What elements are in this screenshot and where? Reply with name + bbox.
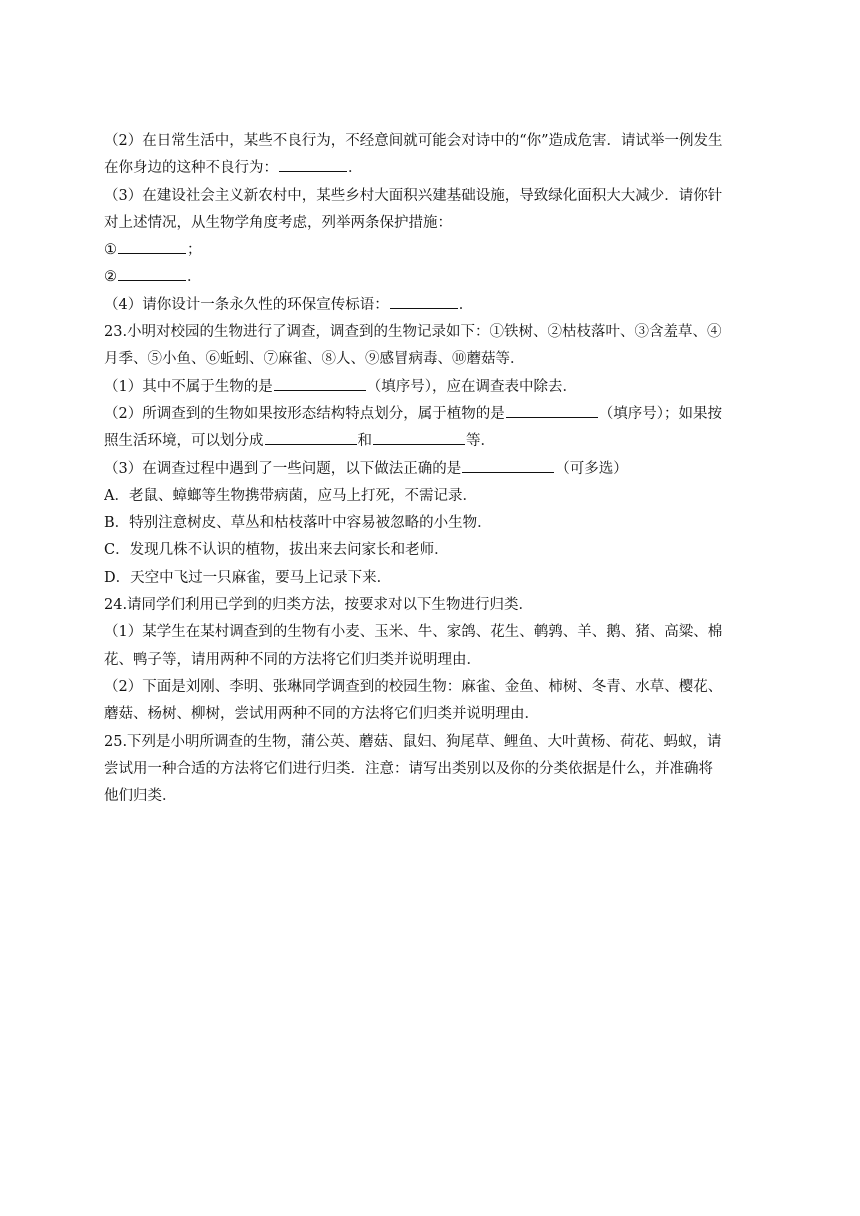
line-text: （3）在建设社会主义新农村中，某些乡村大面积兴建基础设施，导致绿化面积大大减少．请你针	[104, 187, 723, 204]
text-line-q23_A	[104, 483, 764, 510]
line-text: ．	[187, 269, 202, 286]
line-text: 等．	[466, 433, 495, 450]
line-text: 24.请同学们利用已学到的归类方法，按要求对以下生物进行归类．	[104, 597, 534, 614]
answer-blank[interactable]	[390, 292, 458, 309]
text-line-q23_3	[104, 456, 764, 483]
answer-blank[interactable]	[265, 428, 357, 445]
line-text: D．天空中飞过一只麻雀，要马上记录下来．	[104, 569, 392, 586]
line-text: C．发现几株不认识的植物，拔出来去问家长和老师．	[104, 542, 449, 559]
text-line-q22_3b	[104, 210, 764, 237]
line-text: 花、鸭子等，请用两种不同的方法将它们归类并说明理由．	[104, 651, 481, 668]
line-text: （2）下面是刘刚、李明、张琳同学调查到的校园生物：麻雀、金鱼、柿树、冬青、水草、樱花、	[104, 678, 723, 695]
line-text: （填序号），应在调查表中除去．	[366, 378, 577, 395]
line-text: 23.小明对校园的生物进行了调查，调查到的生物记录如下：①铁树、②枯枝落叶、③含羞草、④	[104, 324, 722, 341]
line-text: 照生活环境，可以划分成	[104, 433, 264, 450]
line-text: （填序号）；如果按	[598, 405, 722, 422]
answer-blank[interactable]	[373, 428, 465, 445]
text-line-q22_3c	[104, 237, 764, 264]
text-line-q22_4	[104, 292, 764, 319]
line-text: （1）某学生在某村调查到的生物有小麦、玉米、牛、家鸽、花生、鹌鹑、羊、鹅、猪、高粱、棉	[104, 624, 723, 641]
text-line-q23_D	[104, 565, 764, 592]
text-line-q23_B	[104, 510, 764, 537]
text-line-q24_1b	[104, 647, 764, 674]
text-line-q22_2a	[104, 128, 764, 155]
line-text: 在你身边的这种不良行为：	[104, 160, 278, 177]
text-line-q24_2b	[104, 701, 764, 728]
line-text: B．特别注意树皮、草丛和枯枝落叶中容易被忽略的小生物．	[104, 515, 492, 532]
line-text: ；	[187, 242, 202, 259]
line-text: （2）在日常生活中，某些不良行为，不经意间就可能会对诗中的“你”造成危害．请试举一例发生	[104, 133, 723, 149]
line-text: ．	[458, 296, 474, 313]
text-line-q23_1	[104, 374, 764, 401]
text-line-q23b	[104, 346, 764, 373]
line-text: （2）所调查到的生物如果按形态结构特点划分，属于植物的是	[104, 405, 505, 422]
answer-blank[interactable]	[274, 374, 366, 391]
line-text: 月季、⑤小鱼、⑥蚯蚓、⑦麻雀、⑧人、⑨感冒病毒、⑩蘑菇等．	[104, 351, 525, 368]
answer-blank[interactable]	[462, 456, 554, 473]
answer-blank[interactable]	[506, 401, 598, 418]
text-line-q23a	[104, 319, 764, 346]
line-text: A．老鼠、蟑螂等生物携带病菌，应马上打死，不需记录．	[104, 487, 477, 504]
line-text: （4）请你设计一条永久性的环保宣传标语：	[104, 296, 389, 313]
text-line-q25a	[104, 729, 764, 756]
answer-blank[interactable]	[279, 155, 347, 172]
text-line-q25c	[104, 783, 764, 810]
text-line-q24_2a	[104, 674, 764, 701]
line-text: （1）其中不属于生物的是	[104, 378, 273, 395]
worksheet-page	[104, 128, 764, 810]
text-line-q23_C	[104, 537, 764, 564]
line-text: 25.下列是小明所调查的生物，蒲公英、蘑菇、鼠妇、狗尾草、鲤鱼、大叶黄杨、荷花、蚂蚁，请	[104, 733, 722, 750]
text-line-q22_3a	[104, 183, 764, 210]
line-text: ①	[104, 242, 117, 259]
line-text: ②	[104, 269, 117, 286]
line-text: 尝试用一种合适的方法将它们进行归类．注意：请写出类别以及你的分类依据是什么，并准确将	[104, 760, 713, 777]
answer-blank[interactable]	[118, 264, 186, 281]
text-line-q22_3d	[104, 264, 764, 291]
text-line-q24	[104, 592, 764, 619]
text-line-q23_2a	[104, 401, 764, 428]
text-line-q24_1a	[104, 619, 764, 646]
line-text: 和	[357, 433, 372, 450]
text-line-q23_2b	[104, 428, 764, 455]
line-text: （3）在调查过程中遇到了一些问题，以下做法正确的是	[104, 460, 462, 477]
line-text: 蘑菇、杨树、柳树，尝试用两种不同的方法将它们归类并说明理由．	[104, 706, 539, 723]
line-text: 对上述情况，从生物学角度考虑，列举两条保护措施：	[104, 214, 452, 231]
line-text: （可多选）	[555, 460, 628, 477]
line-text: 他们归类．	[104, 788, 177, 805]
text-line-q25b	[104, 756, 764, 783]
line-text: ．	[348, 160, 363, 177]
text-line-q22_2b	[104, 155, 764, 182]
answer-blank[interactable]	[118, 237, 186, 254]
